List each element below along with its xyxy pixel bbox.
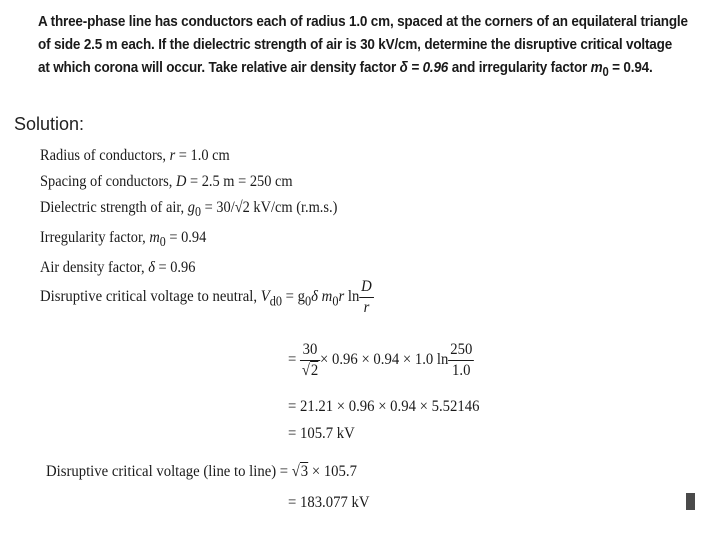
numerator: D [359, 277, 373, 298]
r-symbol: r [338, 288, 345, 306]
given-spacing [40, 169, 337, 195]
m0-subscript: 0 [602, 65, 609, 79]
numerator: 250 [448, 340, 474, 361]
fraction-30-over-root2 [300, 340, 320, 381]
label: Irregularity factor, [40, 229, 150, 247]
value: = 1.0 cm [175, 147, 230, 164]
given-values [40, 143, 370, 281]
denominator [300, 361, 320, 381]
denominator: 1.0 [452, 362, 471, 379]
ln: ln [344, 288, 360, 306]
label: Disruptive critical voltage (line to line) = [46, 463, 292, 480]
problem-text: = 0.94. [608, 59, 653, 76]
solution-heading: Solution: [14, 114, 85, 134]
given-irregularity [40, 225, 337, 255]
neutral-voltage-formula [40, 277, 374, 318]
m-symbol: m [317, 288, 333, 306]
label: Radius of conductors, [40, 147, 170, 164]
m0-symbol: m [590, 59, 603, 76]
calculation-step-1 [288, 340, 474, 381]
symbol: V [260, 288, 270, 306]
problem-line-2: of side 2.5 m each. If the dielectric strength of air is 30 kV/cm, determine the disruptive critical voltage [38, 36, 673, 53]
end-of-proof-square-icon [686, 493, 695, 510]
symbol: g [187, 199, 195, 216]
given-radius [40, 143, 337, 169]
label: Air density factor, [40, 259, 149, 277]
equals: = [288, 351, 300, 369]
calculation-step-2: = 21.21 × 0.96 × 0.94 × 5.52146 [288, 398, 480, 415]
given-dielectric [40, 195, 337, 225]
delta-symbol: δ [311, 288, 318, 306]
denominator: r [363, 299, 370, 316]
calculation-step-3: = 105.7 kV [288, 425, 355, 442]
multiplication: × 0.96 × 0.94 × 1.0 ln [320, 351, 449, 369]
problem-text: at which corona will occur. Take relative air density factor [38, 59, 400, 76]
symbol: δ [148, 259, 155, 277]
subscript: 0 [159, 234, 166, 250]
symbol: r [169, 147, 176, 164]
line-to-line-result: = 183.077 kV [288, 494, 370, 511]
value: = 0.96 [154, 259, 196, 277]
subscript: 0 [305, 293, 312, 309]
equals-g: = g [281, 288, 306, 306]
value: = 30/√2 kV/cm (r.m.s.) [200, 199, 338, 216]
subscript: 0 [332, 293, 339, 309]
line-to-line-formula [46, 463, 357, 481]
numerator: 30 [300, 340, 320, 361]
value: = 2.5 m = 250 cm [186, 173, 293, 190]
radicand: 2 [310, 362, 319, 379]
radicand: 3 [300, 463, 309, 480]
subscript: d0 [269, 293, 282, 309]
fraction-250-over-1 [448, 340, 474, 381]
problem-line-3 [38, 56, 653, 84]
subscript: 0 [194, 204, 201, 220]
fraction-d-over-r [359, 277, 373, 318]
root-sign: √ [291, 463, 300, 480]
symbol: m [149, 229, 160, 247]
problem-statement [38, 10, 688, 84]
value: = 0.94 [165, 229, 207, 247]
symbol: D [175, 173, 187, 190]
multiplication: × 105.7 [308, 463, 357, 480]
problem-text: and irregularity factor [448, 59, 591, 76]
root-sign: √ [301, 362, 310, 379]
label: Disruptive critical voltage to neutral, [40, 288, 261, 306]
problem-line-1: A three-phase line has conductors each of radius 1.0 cm, spaced at the corners of an equilateral triangle [38, 13, 688, 30]
delta-value: δ = 0.96 [399, 59, 449, 76]
label: Spacing of conductors, [40, 173, 176, 190]
label: Dielectric strength of air, [40, 199, 188, 216]
